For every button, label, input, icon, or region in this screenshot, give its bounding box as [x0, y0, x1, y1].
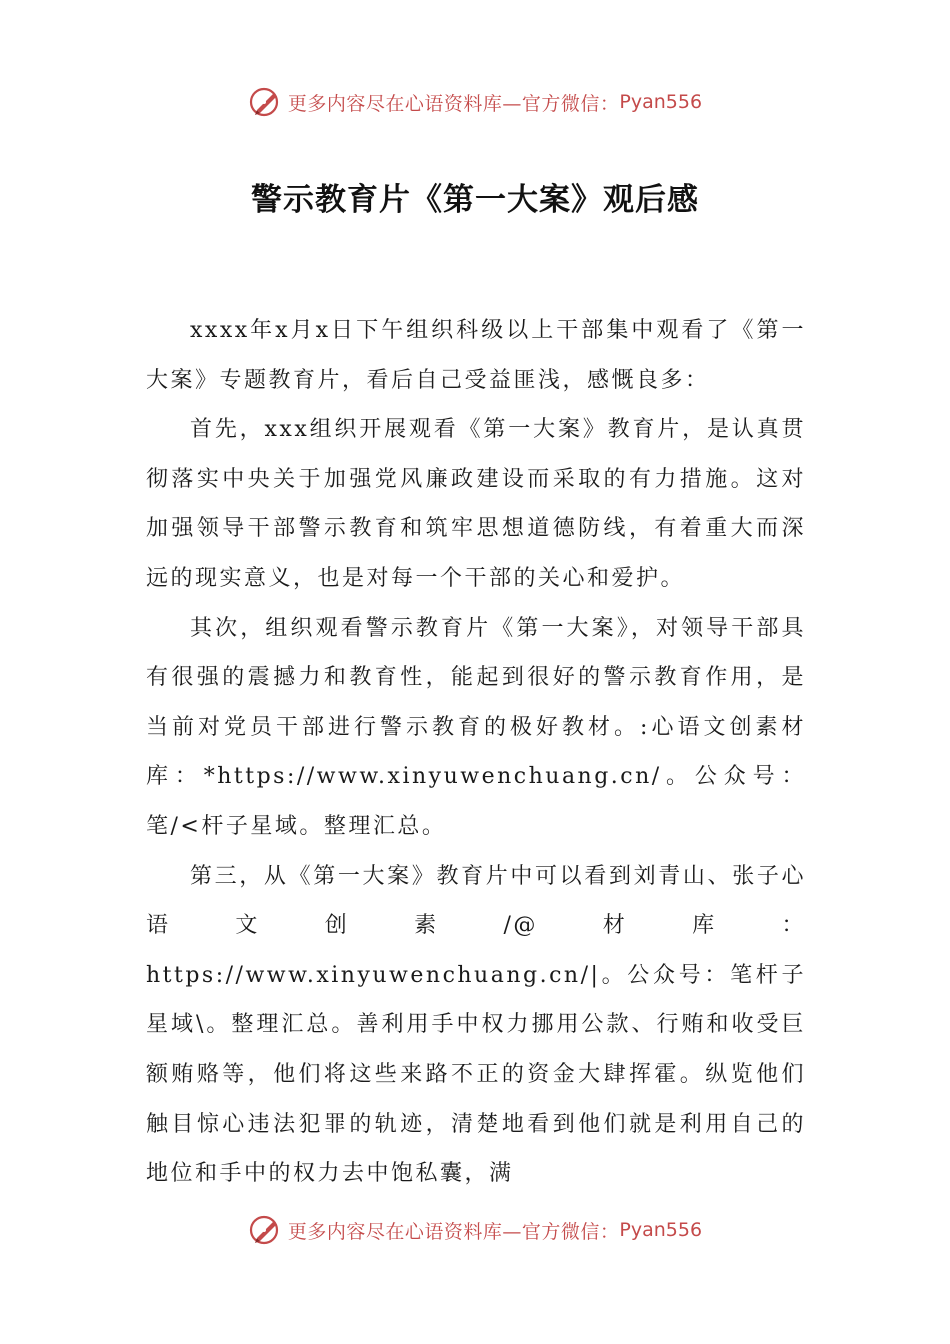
banner-contact: Pyan556: [619, 91, 703, 113]
banner-text: 更多内容尽在心语资料库—官方微信：: [287, 92, 620, 115]
paragraph: xxxx年x月x日下午组织科级以上干部集中观看了《第一大案》专题教育片，看后自己受益匪浅，感慨良多：: [146, 318, 806, 393]
document-body: [146, 306, 806, 1199]
banner-contact: Pyan556: [619, 1219, 703, 1241]
pen-circle-logo-icon: [248, 1213, 282, 1247]
banner-text: 更多内容尽在心语资料库—官方微信：: [287, 1220, 620, 1243]
paragraph: 首先，xxx组织开展观看《第一大案》教育片，是认真贯彻落实中央关于加强党风廉政建设而采取的有力措施。这对加强领导干部警示教育和筑牢思想道德防线，有着重大而深远的现实意义，也是对每一个干部的关心和爱护。: [146, 417, 806, 591]
document-title: 警示教育片《第一大案》观后感: [251, 182, 699, 218]
pen-circle-logo-icon: [248, 85, 282, 119]
footer-banner: [0, 1210, 950, 1250]
header-banner: [0, 82, 950, 122]
paragraph: 第三，从《第一大案》教育片中可以看到刘青山、张子心语文创素/@材库：https://www.xinyuwenchuang.cn/|。公众号：笔杆子星域\。整理汇总。善利用手中权力挪用公款、行贿和收受巨额贿赂等，他们将这些来路不正的资金大肆挥霍。纵览他们触目惊心违法犯罪的轨迹，清楚地看到他们就是利用自己的地位和手中的权力去中饱私囊，满: [146, 863, 806, 1187]
paragraph: 其次，组织观看警示教育片《第一大案》，对领导干部具有很强的震撼力和教育性，能起到很好的警示教育作用，是当前对党员干部进行警示教育的极好教材。:心语文创素材库：*https://www.xinyuwenchuang.cn/。公众号：笔/<杆子星域。整理汇总。: [146, 615, 806, 839]
